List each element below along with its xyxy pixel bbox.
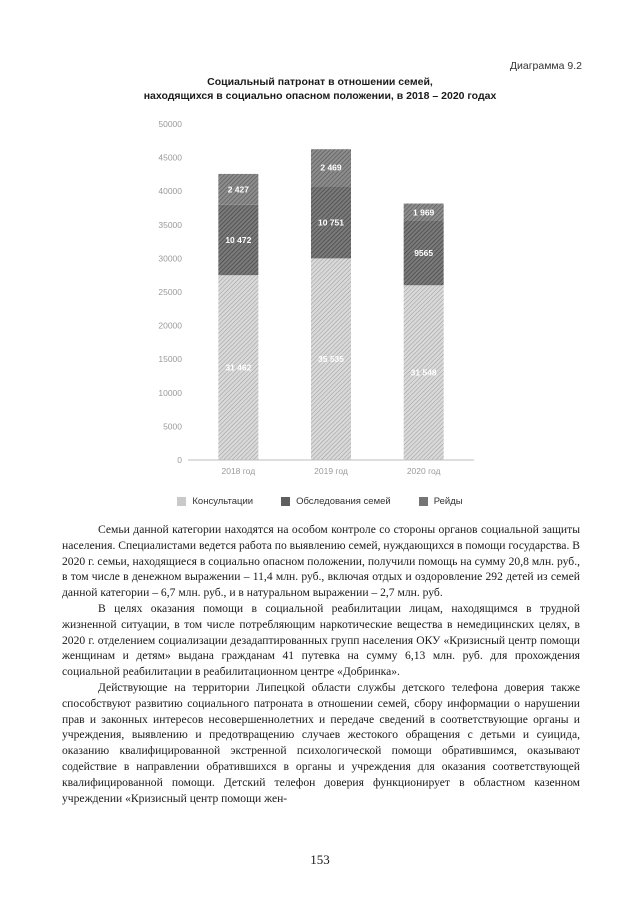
legend-label-consultations: Консультации <box>192 496 254 507</box>
bar-value-label: 9565 <box>414 248 434 259</box>
legend-label-raids: Рейды <box>433 496 463 507</box>
y-axis <box>158 119 182 465</box>
x-tick-label: 2019 год <box>314 466 348 476</box>
legend-label-family-inspections: Обследования семей <box>296 496 391 507</box>
y-tick-label: 25000 <box>158 287 182 297</box>
legend-swatch-family-inspections <box>281 497 290 506</box>
legend-item-family-inspections <box>281 496 391 507</box>
y-tick-label: 0 <box>177 455 182 465</box>
y-tick-label: 50000 <box>158 119 182 129</box>
x-axis <box>188 460 474 476</box>
legend-item-raids <box>419 496 463 507</box>
legend-item-consultations <box>177 496 253 507</box>
y-tick-label: 30000 <box>158 253 182 264</box>
y-tick-label: 40000 <box>158 186 182 197</box>
y-tick-label: 20000 <box>158 320 182 331</box>
x-tick-label: 2020 год <box>406 466 441 476</box>
paragraph-2: В целях оказания помощи в социальной реабилитации лицам, находящимся в трудной жизненной ситуации, в том числе потребляющим наркотические вещества в немедицинских целях, в 2020 г. отделением социализации дезадаптированных групп населения ОКУ «Кризисный центр помощи женщинам и детям» выдана гражданам 41 путевка на сумму 6,13 млн. руб. для прохождения социальной реабилитации в реабилитационном центре «Добринка». <box>62 601 580 679</box>
bar-value-label: 2 427 <box>227 184 249 195</box>
legend-swatch-raids <box>419 497 428 506</box>
bar-value-label: 10 751 <box>318 217 344 228</box>
diagram-number: Диаграмма 9.2 <box>509 60 582 72</box>
y-tick-label: 35000 <box>158 219 182 230</box>
x-tick-label: 2018 год <box>221 466 256 476</box>
page-number: 153 <box>310 852 330 867</box>
body-text <box>62 522 580 806</box>
chart-title-line-1: Социальный патронат в отношении семей, <box>207 76 433 88</box>
bar-value-label: 31 548 <box>410 367 437 378</box>
bar-value-label: 10 472 <box>225 235 252 246</box>
y-tick-label: 15000 <box>158 354 182 365</box>
bar-value-label: 2 469 <box>320 162 342 173</box>
paragraph-3: Действующие на территории Липецкой области службы детского телефона доверия также способствуют развитию социального патроната в отношении семей, сбору информации о нарушении прав и законных интересов несовершеннолетних и передаче сведений в соответствующие органы и учреждения, выявлению и предотвращению случаев жестокого обращения с детьми и суицида, оказанию квалифицированной экстренной психологической помощи обратившимся, оказывают содействие в направлении обратившихся в органы и учреждения для оказания соответствующей квалифицированной помощи. Детский телефон доверия функционирует в областном казенном учреждении «Кризисный центр помощи жен- <box>62 680 580 805</box>
y-tick-label: 10000 <box>158 387 182 398</box>
paragraph-1: Семьи данной категории находятся на особом контроле со стороны органов социальной защиты населения. Специалистами ведется работа по выявлению семей, нуждающихся в помощи государства. В 2020 г. семьи, находящиеся в социально опасном положении, получили помощь на сумму 20,8 млн. руб., в том числе в денежном выражении – 11,4 млн. руб., включая отдых и оздоровление 292 детей из семей данной категории – 6,7 млн. руб., и в натуральном выражении – 2,7 млн. руб. <box>62 523 580 600</box>
y-tick-label: 5000 <box>163 421 182 432</box>
chart-title-line-2: находящихся в социально опасном положении, в 2018 – 2020 годах <box>143 90 497 102</box>
legend-swatch-consultations <box>177 497 186 506</box>
bar-value-label: 35 535 <box>318 354 344 365</box>
bar-value-label: 31 462 <box>225 362 252 373</box>
bars <box>218 149 443 460</box>
chart-legend <box>0 496 640 507</box>
bar-value-label: 1 969 <box>413 207 435 218</box>
y-tick-label: 45000 <box>158 152 182 163</box>
